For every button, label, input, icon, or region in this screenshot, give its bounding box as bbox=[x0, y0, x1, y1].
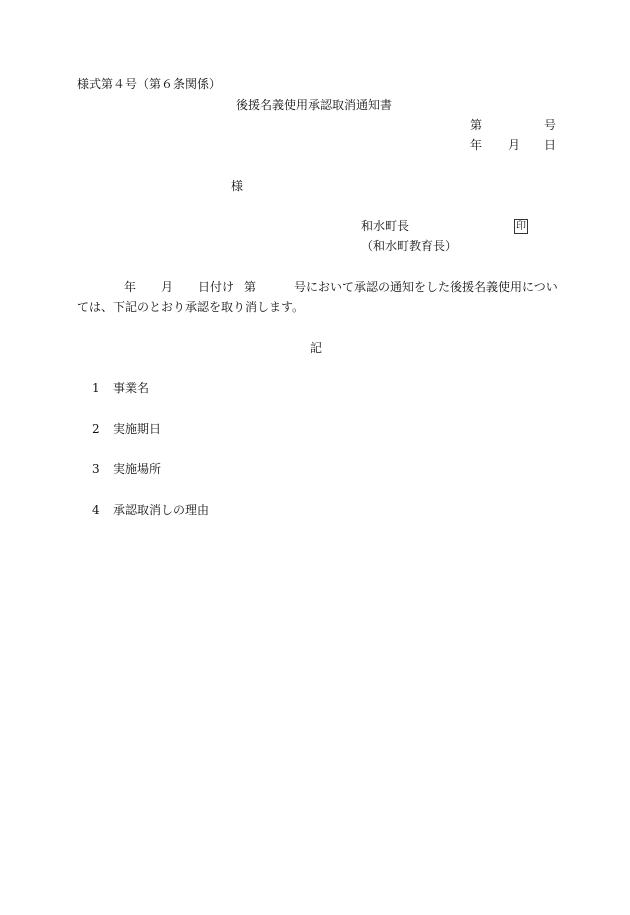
body-month: 月 bbox=[161, 280, 174, 294]
body-year: 年 bbox=[124, 280, 137, 294]
form-number: 様式第４号（第６条関係） bbox=[77, 77, 222, 91]
item-number: 1 bbox=[92, 381, 100, 395]
item-number: 3 bbox=[92, 462, 100, 476]
item-label: 実施期日 bbox=[113, 422, 162, 436]
item-number: 4 bbox=[92, 503, 100, 517]
date-year: 年 bbox=[470, 138, 483, 152]
item-label: 承認取消しの理由 bbox=[113, 503, 210, 517]
body-dated: 日付け bbox=[198, 280, 235, 294]
issuer-alt: （和水町教育長） bbox=[361, 239, 458, 253]
date-day: 日 bbox=[544, 138, 557, 152]
seal-mark: 印 bbox=[516, 221, 526, 232]
body-line1: 号において承認の通知をした後援名義使用につい bbox=[294, 280, 558, 294]
item-number: 2 bbox=[92, 422, 100, 436]
item-label: 事業名 bbox=[113, 381, 150, 395]
document-title: 後援名義使用承認取消通知書 bbox=[236, 98, 393, 112]
reference-go: 号 bbox=[544, 118, 557, 132]
addressee-sama: 様 bbox=[231, 179, 244, 193]
ki-heading: 記 bbox=[310, 341, 323, 355]
issuer-name: 和水町長 bbox=[361, 219, 410, 233]
reference-dai: 第 bbox=[470, 118, 483, 132]
body-line2: ては、下記のとおり承認を取り消します。 bbox=[77, 300, 305, 314]
item-label: 実施場所 bbox=[113, 462, 162, 476]
date-month: 月 bbox=[508, 138, 521, 152]
body-dai: 第 bbox=[244, 280, 257, 294]
